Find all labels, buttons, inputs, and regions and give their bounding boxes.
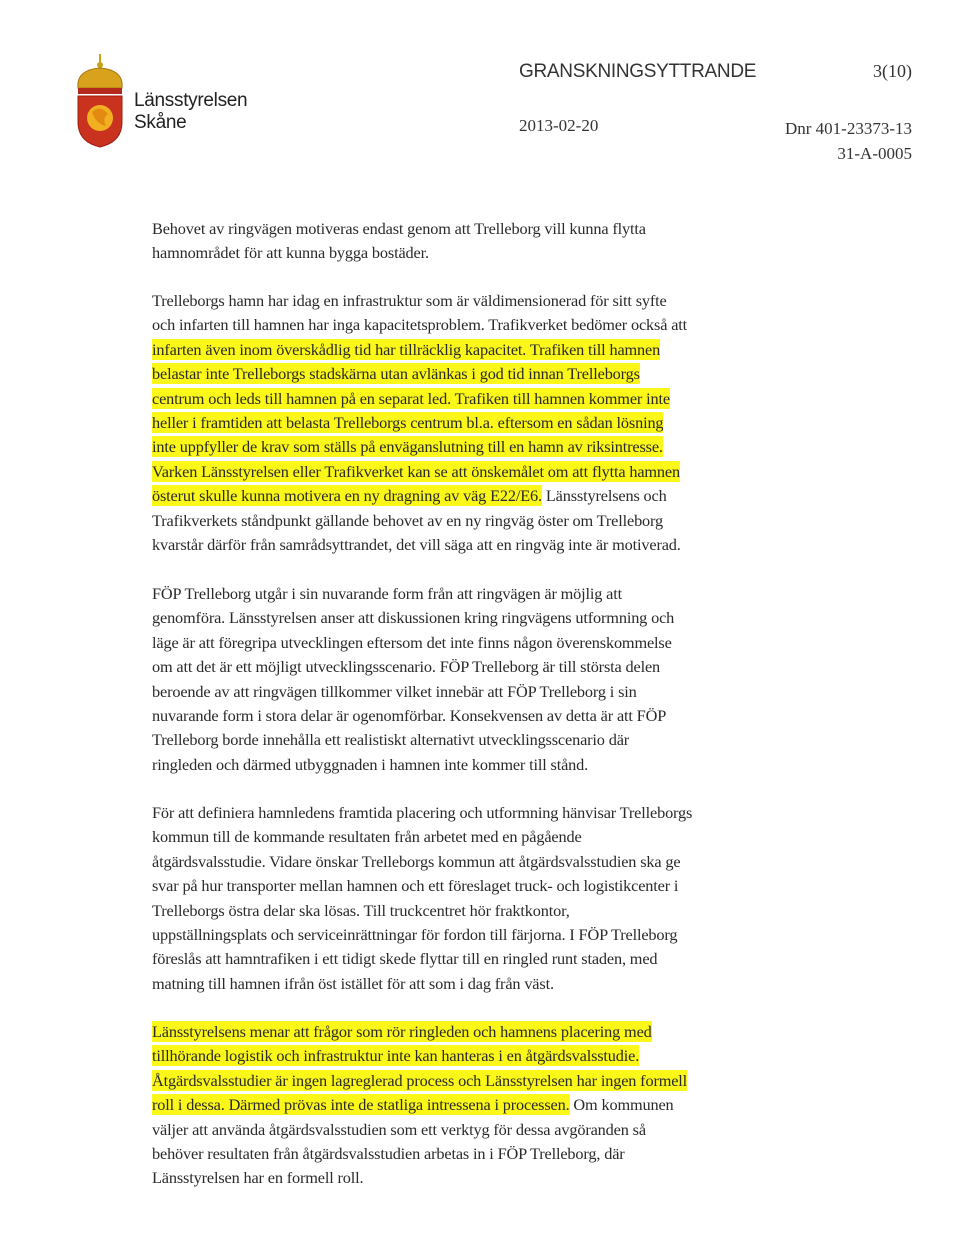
text-line bbox=[152, 753, 674, 777]
text-line bbox=[152, 217, 646, 241]
highlighted-text: inte uppfyller de krav som ställs på enväganslutning till en hamn av riksintresse. bbox=[152, 437, 663, 457]
text-line bbox=[152, 241, 646, 265]
text-line bbox=[152, 825, 692, 849]
text-line bbox=[152, 460, 687, 484]
text-line bbox=[152, 1142, 687, 1166]
org-name-line1: Länsstyrelsen bbox=[134, 90, 248, 111]
body-text: Behovet av ringvägen motiveras endast genom att Trelleborg vill kunna flytta bbox=[152, 219, 646, 238]
document-date: 2013-02-20 bbox=[519, 116, 599, 135]
organization-name bbox=[134, 90, 247, 134]
text-line bbox=[152, 728, 674, 752]
text-line bbox=[152, 923, 692, 947]
highlighted-text: heller i framtiden att belasta Trelleborgs centrum bl.a. eftersom en sådan lösning bbox=[152, 412, 664, 432]
paragraph bbox=[152, 1020, 687, 1191]
highlighted-text: infarten även inom överskådlig tid har tillräcklig kapacitet. Trafiken till hamnen bbox=[152, 339, 661, 359]
body-text: Trelleborg borde innehålla ett realistiskt alternativt utvecklingsscenario där bbox=[152, 730, 630, 750]
text-line bbox=[152, 1069, 687, 1093]
body-text: Länsstyrelsens och bbox=[541, 486, 667, 506]
highlighted-text: centrum och leds till hamnen på en separat led. Trafiken till hamnen kommer inte bbox=[152, 388, 670, 408]
body-text: hamnområdet för att kunna bygga bostäder. bbox=[152, 243, 429, 263]
text-line bbox=[152, 411, 687, 435]
highlighted-text: Åtgärdsvalsstudier är ingen lagreglerad process och Länsstyrelsen har ingen formell bbox=[152, 1070, 688, 1090]
text-line bbox=[152, 899, 692, 923]
text-line bbox=[152, 801, 692, 825]
text-line bbox=[152, 1093, 687, 1117]
body-text: om att det är ett möjligt utvecklingsscenario. FÖP Trelleborg är till största delen bbox=[152, 657, 661, 677]
body-text: svar på hur transporter mellan hamnen och ett föreslaget truck- och logistikcenter i bbox=[152, 876, 679, 896]
body-text: behöver resultaten från åtgärdsvalsstudien arbetas in i FÖP Trelleborg, där bbox=[152, 1143, 625, 1163]
reference-code: 31-A-0005 bbox=[837, 144, 912, 163]
text-line bbox=[152, 509, 687, 533]
text-line bbox=[152, 362, 687, 386]
body-text: kvarstår därför från samrådsyttrandet, det vill säga att en ringväg inte är motiverad. bbox=[152, 534, 681, 554]
body-text: För att definiera hamnledens framtida placering och utformning hänvisar Trelleborgs bbox=[152, 803, 693, 822]
text-line bbox=[152, 947, 692, 971]
text-line bbox=[152, 680, 674, 704]
text-line bbox=[152, 533, 687, 557]
text-line bbox=[152, 582, 674, 606]
body-text: nuvarande form i stora delar är ogenomförbar. Konsekvensen av detta är att FÖP bbox=[152, 705, 667, 725]
text-line bbox=[152, 1044, 687, 1068]
text-line bbox=[152, 313, 687, 337]
highlighted-text: österut skulle kunna motivera en ny dragning av väg E22/E6. bbox=[152, 486, 542, 506]
text-line bbox=[152, 606, 674, 630]
highlighted-text: Varken Länsstyrelsen eller Trafikverket kan se att önskemålet om att flytta hamnen bbox=[152, 461, 680, 481]
body-text: FÖP Trelleborg utgår i sin nuvarande form från att ringvägen är möjlig att bbox=[152, 584, 623, 603]
body-text: matning till hamnen ifrån öst istället för att som i dag från väst. bbox=[152, 973, 554, 993]
body-text: beroende av att ringvägen tillkommer vilket innebär att FÖP Trelleborg i sin bbox=[152, 681, 637, 701]
body-text: kommun till de kommande resultaten från arbetet med en pågående bbox=[152, 827, 582, 847]
text-line bbox=[152, 655, 674, 679]
text-line bbox=[152, 338, 687, 362]
diary-number: Dnr 401-23373-13 bbox=[784, 119, 912, 138]
paragraph bbox=[152, 217, 646, 266]
text-line bbox=[152, 850, 692, 874]
paragraph bbox=[152, 582, 674, 777]
text-line bbox=[152, 1020, 687, 1044]
body-text: Om kommunen bbox=[569, 1095, 674, 1115]
body-text: Länsstyrelsen har en formell roll. bbox=[152, 1168, 364, 1188]
text-line bbox=[152, 1166, 687, 1190]
text-line bbox=[152, 631, 674, 655]
text-line bbox=[152, 387, 687, 411]
paragraph bbox=[152, 289, 687, 557]
document-type: GRANSKNINGSYTTRANDE bbox=[519, 61, 757, 82]
body-text: läge är att föregripa utvecklingen eftersom det inte finns någon överenskommelse bbox=[152, 632, 672, 652]
highlighted-text: belastar inte Trelleborgs stadskärna utan avlänkas i god tid innan Trelleborgs bbox=[152, 364, 640, 384]
body-text: och infarten till hamnen har inga kapacitetsproblem. Trafikverket bedömer också att bbox=[152, 315, 688, 335]
text-line bbox=[152, 484, 687, 508]
body-text: föreslås att hamntrafiken i ett tidigt skede flyttar till en ringled runt staden, med bbox=[152, 949, 658, 969]
body-text: uppställningsplats och serviceinrättningar för fordon till färjorna. I FÖP Trelleborg bbox=[152, 924, 678, 944]
org-name-line2: Skåne bbox=[134, 112, 187, 133]
highlighted-text: roll i dessa. Därmed prövas inte de statliga intressena i processen. bbox=[152, 1095, 570, 1115]
text-line bbox=[152, 435, 687, 459]
text-line bbox=[152, 1118, 687, 1142]
coat-of-arms-logo bbox=[72, 52, 128, 148]
text-line bbox=[152, 704, 674, 728]
reference-block bbox=[785, 116, 912, 166]
body-text: Trelleborgs hamn har idag en infrastruktur som är väldimensionerad för sitt syfte bbox=[152, 291, 667, 310]
text-line bbox=[152, 874, 692, 898]
body-text: väljer att använda åtgärdsvalsstudien som ett verktyg för dessa avgöranden så bbox=[152, 1119, 646, 1139]
page-number: 3(10) bbox=[873, 61, 912, 81]
body-text: genomföra. Länsstyrelsen anser att diskussionen kring ringvägens utformning och bbox=[152, 608, 675, 628]
paragraph bbox=[152, 801, 692, 996]
body-text: åtgärdsvalsstudie. Vidare önskar Trelleborgs kommun att åtgärdsvalsstudien ska ge bbox=[152, 851, 681, 871]
body-text: Trafikverkets ståndpunkt gällande behovet av en ny ringväg öster om Trelleborg bbox=[152, 510, 664, 530]
body-text: Trelleborgs östra delar ska lösas. Till truckcentret hör fraktkontor, bbox=[152, 900, 570, 920]
text-line bbox=[152, 289, 687, 313]
highlighted-text: tillhörande logistik och infrastruktur inte kan hanteras i en åtgärdsvalsstudie. bbox=[152, 1046, 640, 1066]
text-line bbox=[152, 972, 692, 996]
highlighted-text: Länsstyrelsens menar att frågor som rör ringleden och hamnens placering med bbox=[152, 1022, 652, 1041]
body-text: ringleden och därmed utbyggnaden i hamnen inte kommer till stånd. bbox=[152, 754, 589, 774]
